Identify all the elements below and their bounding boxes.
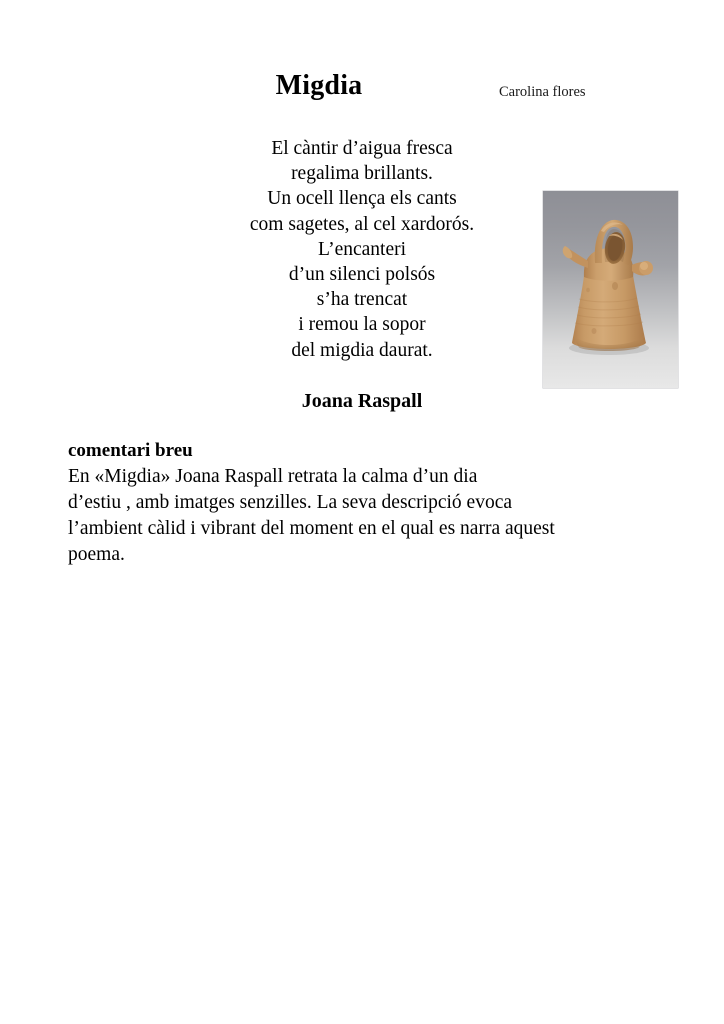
commentary-section [68,438,648,568]
commentary-line: l’ambient càlid i vibrant del moment en el qual es narra aquest [68,518,555,539]
poem-line: i remou la sopor [298,314,426,336]
commentary-line: poema. [68,544,125,565]
poem-line: El càntir d’aigua fresca [271,138,453,159]
cantir-photo [543,191,678,388]
commentary-line: d’estiu , amb imatges senzilles. La seva descripció evoca [68,492,513,513]
poem-line: Un ocell llença els cants [267,188,457,210]
commentary-line: En «Migdia» Joana Raspall retrata la calma d’un dia [68,466,478,487]
poet-attribution: Joana Raspall [301,390,423,412]
poem-line: s’ha trencat [316,289,408,311]
poem-line: del migdia daurat. [291,339,433,361]
poem-line: d’un silenci polsós [288,264,436,286]
poem-line: regalima brillants. [291,163,433,185]
commentary-body [68,464,648,568]
poem-line: L’encanteri [317,238,407,260]
commentary-heading: comentari breu [68,440,193,461]
author-credit: Carolina flores [499,84,586,100]
page-title [0,70,724,102]
poem-line: com sagetes, al cel xardorós. [249,213,475,235]
page-title-text: Migdia [275,70,363,101]
